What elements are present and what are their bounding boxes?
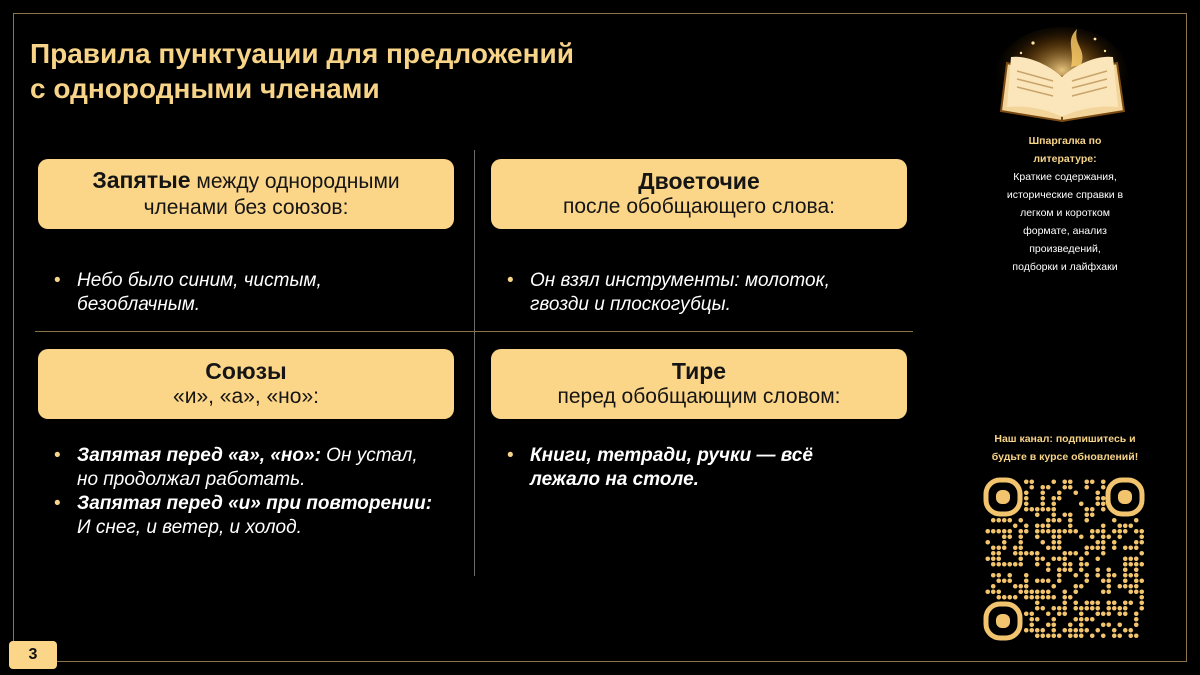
card-subtitle: между однородными членами без союзов:: [143, 170, 400, 219]
qr-code[interactable]: [983, 477, 1145, 641]
card-conjunctions: [38, 349, 454, 419]
card-subtitle: перед обобщающим словом:: [557, 385, 841, 408]
title-line-2: с однородными членами: [30, 73, 380, 104]
promo-text: формате, анализ: [1023, 225, 1107, 237]
card-heading: Запятые: [92, 167, 191, 193]
title-line-1: Правила пунктуации для предложений: [30, 38, 574, 69]
page-number: 3: [9, 641, 57, 669]
card-commas-text: [48, 167, 444, 221]
list-item: • Он взял инструменты: молоток, гвозди и плоскогубцы.: [502, 269, 892, 317]
promo-heading: литературе:: [1033, 153, 1097, 165]
promo-text: произведений,: [1029, 243, 1101, 255]
horizontal-divider: [35, 331, 913, 332]
card-heading: Тире: [671, 358, 727, 384]
card-colon: [491, 159, 907, 229]
card-heading: Двоеточие: [638, 168, 760, 194]
open-book-glow-icon: [995, 25, 1130, 125]
promo-text: Краткие содержания,: [1013, 171, 1117, 183]
page-title: [30, 36, 730, 106]
cheat-sheet-promo: [990, 132, 1140, 276]
channel-line: будьте в курсе обновлений!: [991, 451, 1139, 463]
channel-promo: [980, 430, 1150, 466]
list-item: [49, 492, 439, 540]
list-item: [49, 444, 439, 492]
channel-line: Наш канал: подпишитесь и: [994, 433, 1136, 445]
promo-heading: Шпаргалка по: [1028, 135, 1102, 147]
example-list-conjunctions: [49, 444, 439, 540]
rule-bold: Запятая перед «и» при повторении:: [77, 493, 433, 514]
example-list-dash: [502, 444, 872, 492]
card-heading: Союзы: [205, 358, 287, 384]
rule-bold: Книги, тетради, ручки — всё лежало на столе.: [530, 445, 813, 490]
vertical-divider: [474, 150, 475, 576]
rule-text: Он устал, но продолжал работать.: [77, 445, 418, 490]
card-subtitle: после обобщающего слова:: [563, 195, 835, 218]
rule-bold: Запятая перед «а», «но»:: [77, 445, 321, 466]
rule-text: И снег, и ветер, и холод.: [77, 517, 302, 538]
card-commas: [38, 159, 454, 229]
card-dash: [491, 349, 907, 419]
list-item: • Небо было синим, чистым, безоблачным.: [49, 269, 439, 317]
list-item: [502, 444, 872, 492]
promo-text: исторические справки в: [1006, 189, 1124, 201]
example-list-colon: [502, 269, 892, 317]
promo-text: подборки и лайфхаки: [1012, 261, 1118, 273]
example-list-commas: [49, 269, 439, 317]
card-subtitle: «и», «а», «но»:: [173, 385, 319, 408]
promo-text: легком и коротком: [1020, 207, 1110, 219]
